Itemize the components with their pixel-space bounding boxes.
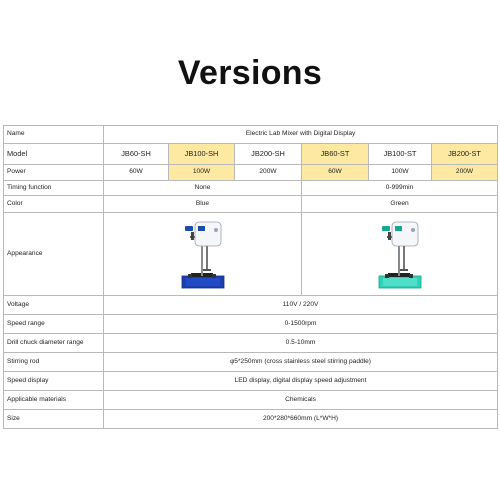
row-color <box>4 196 498 213</box>
row-label: Appearance <box>4 213 104 296</box>
power-cell: 60W <box>302 165 369 181</box>
row-timing <box>4 181 498 196</box>
model-cell: JB200-SH <box>235 144 302 165</box>
appearance-sh-cell <box>104 213 302 296</box>
power-cell: 200W <box>432 165 498 181</box>
stirring-rod-cell: φ5*250mm (cross stainless steel stirring paddle) <box>104 353 498 372</box>
row-label: Timing function <box>4 181 104 196</box>
row-label: Speed range <box>4 315 104 334</box>
timing-sh-cell: None <box>104 181 302 196</box>
blue-mixer-image <box>168 216 238 292</box>
materials-cell: Chemicals <box>104 391 498 410</box>
product-name-cell: Electric Lab Mixer with Digital Display <box>104 126 498 144</box>
row-name <box>4 126 498 144</box>
model-cell: JB100-SH <box>169 144 235 165</box>
row-label: Size <box>4 410 104 429</box>
power-cell: 200W <box>235 165 302 181</box>
row-power <box>4 165 498 181</box>
row-voltage <box>4 296 498 315</box>
timing-st-cell: 0-999min <box>302 181 498 196</box>
row-applicable-materials <box>4 391 498 410</box>
row-appearance <box>4 213 498 296</box>
row-label: Drill chuck diameter range <box>4 334 104 353</box>
model-cell: JB60-ST <box>302 144 369 165</box>
power-cell: 60W <box>104 165 169 181</box>
row-label: Voltage <box>4 296 104 315</box>
row-label: Applicable materials <box>4 391 104 410</box>
size-cell: 200*280*660mm (L*W*H) <box>104 410 498 429</box>
row-label: Model <box>4 144 104 165</box>
color-sh-cell: Blue <box>104 196 302 213</box>
row-drill-chuck <box>4 334 498 353</box>
drill-chuck-cell: 0.5-10mm <box>104 334 498 353</box>
model-cell: JB100-ST <box>369 144 432 165</box>
power-cell: 100W <box>169 165 235 181</box>
spec-table <box>3 125 498 429</box>
model-cell: JB200-ST <box>432 144 498 165</box>
power-cell: 100W <box>369 165 432 181</box>
row-label: Power <box>4 165 104 181</box>
row-speed-range <box>4 315 498 334</box>
row-model <box>4 144 498 165</box>
green-mixer-image <box>365 216 435 292</box>
speed-display-cell: LED display, digital display speed adjustment <box>104 372 498 391</box>
color-st-cell: Green <box>302 196 498 213</box>
row-stirring-rod <box>4 353 498 372</box>
row-size <box>4 410 498 429</box>
appearance-st-cell <box>302 213 498 296</box>
row-label: Stirring rod <box>4 353 104 372</box>
row-speed-display <box>4 372 498 391</box>
page-title: Versions <box>177 54 323 92</box>
row-label: Color <box>4 196 104 213</box>
row-label: Name <box>4 126 104 144</box>
voltage-cell: 110V / 220V <box>104 296 498 315</box>
speed-range-cell: 0-1500rpm <box>104 315 498 334</box>
model-cell: JB60-SH <box>104 144 169 165</box>
row-label: Speed display <box>4 372 104 391</box>
